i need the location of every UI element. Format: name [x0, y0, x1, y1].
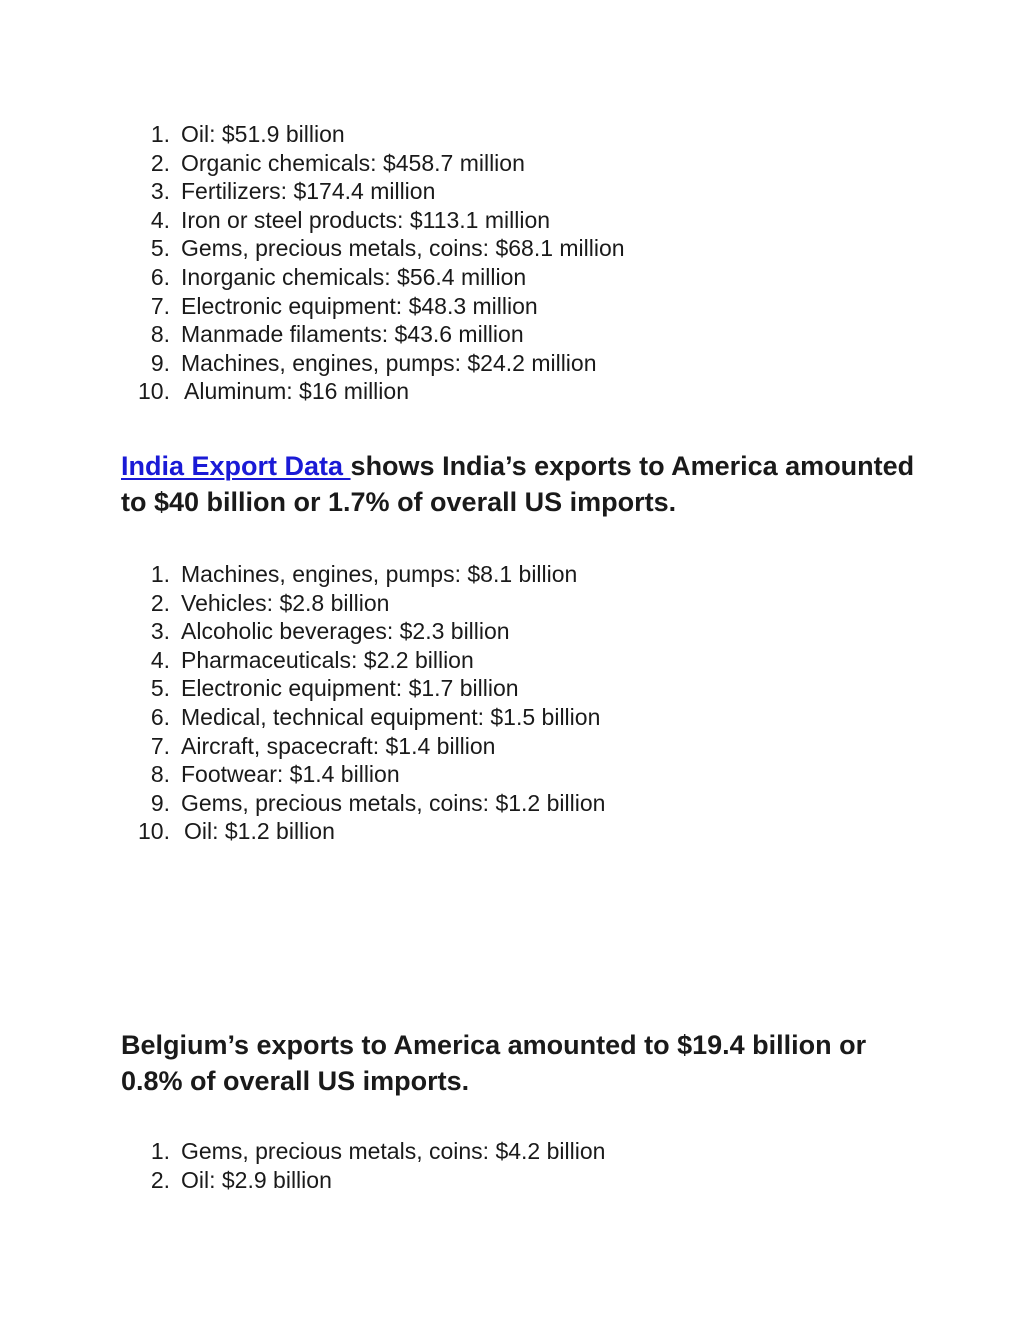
- list-number: 4.: [150, 646, 170, 673]
- list-number: 2.: [150, 589, 170, 616]
- list-text: Footwear: $1.4 billion: [181, 761, 400, 788]
- list-number: 1.: [150, 121, 170, 147]
- list-number: 2.: [150, 1166, 170, 1193]
- list-text: Iron or steel products: $113.1 million: [181, 206, 551, 233]
- list-text: Electronic equipment: $48.3 million: [181, 292, 538, 319]
- list-number: 3.: [150, 178, 170, 205]
- list-number: 5.: [150, 675, 170, 702]
- list-text: Vehicles: $2.8 billion: [181, 589, 390, 616]
- list-text: Oil: $1.2 billion: [184, 818, 335, 845]
- list-text: Gems, precious metals, coins: $68.1 million: [181, 235, 625, 262]
- list-number: 3.: [150, 618, 170, 645]
- list-number: 4.: [150, 206, 170, 233]
- list-number: 5.: [150, 235, 170, 262]
- heading-india-exports: [121, 448, 921, 520]
- list-text: Aircraft, spacecraft: $1.4 billion: [181, 732, 496, 759]
- list-text: Inorganic chemicals: $56.4 million: [181, 263, 527, 290]
- list-number: 1.: [150, 1138, 170, 1164]
- list-number: 8.: [150, 321, 170, 348]
- list-number: 1.: [150, 561, 170, 587]
- list-number: 7.: [150, 732, 170, 759]
- list-text: Machines, engines, pumps: $24.2 million: [181, 349, 597, 376]
- list-number: 7.: [150, 292, 170, 319]
- list-text: Oil: $51.9 billion: [181, 121, 345, 147]
- list-number: 6.: [150, 263, 170, 290]
- list-number: 2.: [150, 149, 170, 176]
- list-number: 10.: [138, 378, 170, 405]
- list-number: 9.: [150, 789, 170, 816]
- list-text: Electronic equipment: $1.7 billion: [181, 675, 519, 702]
- list-number: 8.: [150, 761, 170, 788]
- india-export-data-link[interactable]: India Export Data: [121, 451, 351, 481]
- list-text: Aluminum: $16 million: [184, 378, 409, 405]
- list-text: Alcoholic beverages: $2.3 billion: [181, 618, 510, 645]
- list-text: Manmade filaments: $43.6 million: [181, 321, 524, 348]
- list-text: Gems, precious metals, coins: $1.2 billion: [181, 789, 606, 816]
- heading-text: shows India’s exports to America amounted to $40 billion or 1.7% of overall US imports.: [121, 451, 915, 517]
- list-text: Fertilizers: $174.4 million: [181, 178, 436, 205]
- list-text: Medical, technical equipment: $1.5 billion: [181, 703, 601, 730]
- list-text: Pharmaceuticals: $2.2 billion: [181, 646, 474, 673]
- list-number: 6.: [150, 703, 170, 730]
- list-text: Machines, engines, pumps: $8.1 billion: [181, 561, 578, 587]
- list-number: 10.: [138, 818, 170, 845]
- list-text: Organic chemicals: $458.7 million: [181, 149, 525, 176]
- heading-belgium-exports: Belgium’s exports to America amounted to $19.4 billion or 0.8% of overall US imports.: [121, 1030, 867, 1096]
- list-text: Oil: $2.9 billion: [181, 1166, 332, 1193]
- list-text: Gems, precious metals, coins: $4.2 billion: [181, 1138, 606, 1164]
- list-number: 9.: [150, 349, 170, 376]
